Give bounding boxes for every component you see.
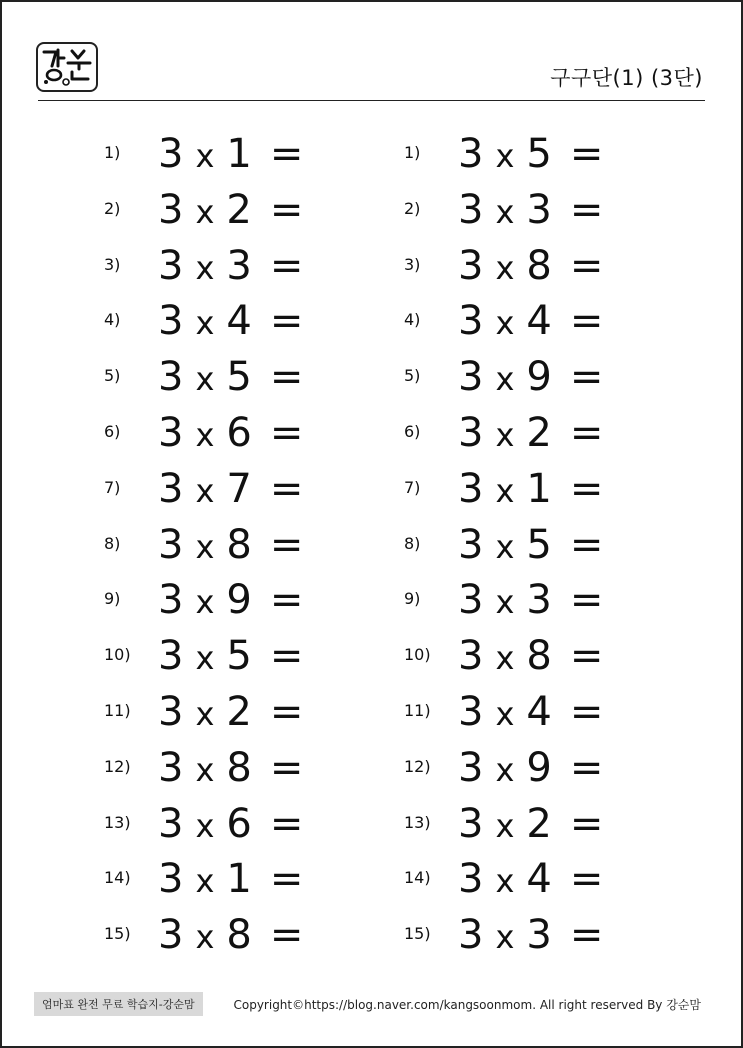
operand-a: 3 [458,744,484,791]
problem-number: 7) [104,477,121,497]
logo-mark [38,44,96,90]
equals-sign: = [569,577,604,624]
multiply-sign: x [195,918,215,957]
equals-sign: = [569,800,604,847]
operand-b: 9 [226,577,252,624]
problem-number: 10) [104,645,131,665]
multiply-sign: x [495,416,515,454]
operand-b: 4 [526,298,552,345]
operand-a: 3 [158,131,184,177]
logo [36,42,98,92]
problem-expression [158,628,303,686]
operand-b: 4 [226,298,252,345]
multiply-sign: x [195,750,215,789]
equals-sign: = [569,521,604,568]
equals-sign: = [269,298,304,345]
equals-sign: = [569,689,604,735]
problem-expression [458,182,603,240]
multiply-sign: x [495,360,515,399]
problem-expression [158,349,303,407]
equals-sign: = [269,744,304,791]
multiply-sign: x [195,583,215,622]
equals-sign: = [269,633,304,680]
multiply-sign: x [195,304,215,343]
operand-a: 3 [158,465,184,512]
problem-expression [158,907,303,965]
problem-expression [158,461,303,519]
header-divider [38,100,705,101]
problem-number: 2) [404,198,421,218]
multiply-sign: x [195,639,215,678]
multiply-sign: x [195,471,215,510]
operand-a: 3 [158,521,184,568]
operand-a: 3 [458,465,484,512]
multiply-sign: x [495,862,515,901]
problem-expression [158,293,303,351]
problem-expression [458,517,603,575]
operand-b: 1 [526,465,552,512]
operand-a: 3 [458,131,484,177]
equals-sign: = [569,186,604,233]
operand-b: 2 [226,689,252,735]
operand-a: 3 [158,912,184,959]
operand-b: 8 [226,521,252,568]
logo-text [96,44,97,45]
problem-expression [458,572,603,630]
equals-sign: = [569,465,604,512]
equals-sign: = [569,633,604,680]
problem-expression [458,461,603,519]
equals-sign: = [569,298,604,345]
problem-expression [458,628,603,686]
multiply-sign: x [195,248,215,287]
operand-a: 3 [158,856,184,903]
operand-a: 3 [158,633,184,680]
operand-b: 5 [226,633,252,680]
equals-sign: = [569,131,604,177]
equals-sign: = [569,856,604,903]
problem-number: 12) [404,756,431,776]
multiply-sign: x [195,192,215,231]
problem-number: 6) [404,422,421,441]
operand-b: 8 [526,242,552,289]
multiply-sign: x [195,416,215,454]
problem-number: 8) [404,533,421,553]
operand-a: 3 [158,689,184,735]
problem-expression [158,796,303,854]
operand-a: 3 [458,354,484,401]
footer-copyright: Copyright©https://blog.naver.com/kangsoonmom. All right reserved By 강순맘 [233,998,701,1012]
operand-a: 3 [458,800,484,847]
operand-b: 8 [226,912,252,959]
problem-expression [458,851,603,909]
operand-a: 3 [158,242,184,289]
problem-expression [158,740,303,798]
problem-expression [458,796,603,854]
equals-sign: = [269,242,304,289]
problem-number: 8) [104,533,121,553]
problem-number: 12) [104,756,131,776]
problem-expression [458,907,603,965]
operand-a: 3 [458,689,484,735]
equals-sign: = [269,800,304,847]
multiply-sign: x [495,527,515,566]
operand-a: 3 [458,577,484,624]
problem-expression [458,293,603,351]
operand-a: 3 [158,298,184,345]
multiply-sign: x [195,137,215,175]
multiply-sign: x [495,248,515,287]
equals-sign: = [269,577,304,624]
problem-expression [158,182,303,240]
operand-a: 3 [458,633,484,680]
operand-b: 4 [526,856,552,903]
equals-sign: = [269,131,304,177]
operand-b: 1 [226,131,252,177]
operand-a: 3 [458,856,484,903]
multiply-sign: x [495,806,515,845]
problem-expression [458,405,603,463]
equals-sign: = [569,744,604,791]
operand-a: 3 [158,744,184,791]
problem-expression [158,126,303,184]
operand-b: 3 [526,186,552,233]
problem-number: 14) [104,868,131,888]
equals-sign: = [269,465,304,512]
operand-a: 3 [158,577,184,624]
equals-sign: = [269,521,304,568]
operand-a: 3 [158,354,184,401]
problem-number: 14) [404,868,431,888]
multiply-sign: x [495,639,515,678]
multiply-sign: x [495,192,515,231]
operand-b: 6 [226,410,252,456]
operand-b: 1 [226,856,252,903]
operand-a: 3 [458,242,484,289]
problem-number: 6) [104,422,121,441]
operand-b: 2 [526,800,552,847]
problem-number: 1) [104,143,121,162]
operand-a: 3 [458,410,484,456]
problem-number: 3) [404,254,421,274]
problem-number: 7) [404,477,421,497]
problem-number: 3) [104,254,121,274]
operand-b: 8 [526,633,552,680]
problem-number: 1) [404,143,421,162]
operand-a: 3 [158,410,184,456]
operand-b: 5 [526,521,552,568]
equals-sign: = [269,354,304,401]
multiply-sign: x [495,583,515,622]
operand-a: 3 [458,186,484,233]
operand-a: 3 [158,800,184,847]
multiply-sign: x [495,137,515,175]
multiply-sign: x [195,806,215,845]
problem-expression [158,238,303,296]
problem-number: 15) [104,924,131,944]
multiply-sign: x [195,527,215,566]
problem-expression [458,126,603,184]
operand-b: 3 [526,577,552,624]
equals-sign: = [269,410,304,456]
problem-number: 2) [104,198,121,218]
problem-number: 11) [404,701,431,720]
operand-a: 3 [458,912,484,959]
problem-expression [458,238,603,296]
problem-expression [158,851,303,909]
problem-expression [458,684,603,742]
multiply-sign: x [495,918,515,957]
operand-b: 8 [226,744,252,791]
equals-sign: = [569,912,604,959]
multiply-sign: x [495,471,515,510]
problem-number: 9) [404,589,421,609]
operand-b: 2 [226,186,252,233]
page-title: 구구단(1) (3단) [550,66,703,90]
operand-b: 3 [226,242,252,289]
multiply-sign: x [195,695,215,733]
multiply-sign: x [495,695,515,733]
operand-b: 5 [226,354,252,401]
equals-sign: = [269,856,304,903]
equals-sign: = [269,186,304,233]
footer-label: 엄마표 완전 무료 학습지-강순맘 [34,992,203,1016]
problem-number: 4) [104,310,121,330]
multiply-sign: x [195,360,215,399]
problem-number: 13) [104,812,131,832]
problem-expression [458,740,603,798]
multiply-sign: x [195,862,215,901]
operand-a: 3 [458,298,484,345]
problem-expression [158,405,303,463]
equals-sign: = [569,242,604,289]
problem-number: 5) [104,366,121,386]
problem-expression [158,684,303,742]
problem-number: 9) [104,589,121,609]
problem-number: 10) [404,645,431,665]
problem-expression [458,349,603,407]
operand-b: 6 [226,800,252,847]
operand-a: 3 [458,521,484,568]
operand-b: 5 [526,131,552,177]
operand-b: 2 [526,410,552,456]
equals-sign: = [569,410,604,456]
operand-a: 3 [158,186,184,233]
operand-b: 9 [526,744,552,791]
multiply-sign: x [495,750,515,789]
problem-number: 15) [404,924,431,944]
problem-expression [158,572,303,630]
problem-expression [158,517,303,575]
operand-b: 3 [526,912,552,959]
multiply-sign: x [495,304,515,343]
problem-number: 5) [404,366,421,386]
equals-sign: = [569,354,604,401]
operand-b: 4 [526,689,552,735]
problem-number: 13) [404,812,431,832]
operand-b: 9 [526,354,552,401]
equals-sign: = [269,912,304,959]
equals-sign: = [269,689,304,735]
problem-number: 4) [404,310,421,330]
problem-number: 11) [104,701,131,720]
operand-b: 7 [226,465,252,512]
